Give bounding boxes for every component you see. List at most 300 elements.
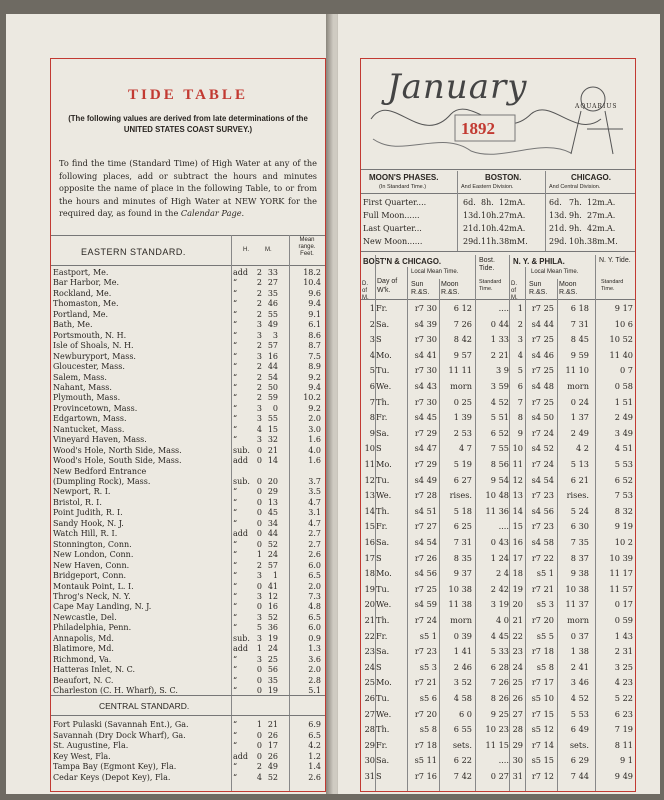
- mean-range: 4.8: [308, 602, 321, 612]
- day-of-month: 21: [364, 615, 375, 625]
- sun-rise-set: r7 23: [531, 490, 554, 501]
- day-of-month: 2: [517, 318, 523, 329]
- hours: 2: [256, 278, 262, 288]
- minutes: 41: [267, 581, 278, 591]
- weekday: S: [376, 771, 382, 781]
- tide-row: [51, 528, 325, 539]
- boston-tide: 9 25: [490, 708, 509, 719]
- operation: “: [233, 571, 238, 581]
- moon-rise-set: 6 12: [453, 303, 472, 313]
- moon-rise-set: 2 41: [570, 661, 589, 672]
- day-of-month: 27: [364, 708, 375, 719]
- calendar-row: [361, 488, 635, 502]
- ny-tide: 7 53: [614, 490, 633, 501]
- mean-range: 1.3: [308, 644, 321, 654]
- minutes: 3: [272, 330, 278, 340]
- ny-tide: 2 49: [614, 412, 633, 423]
- operation: “: [233, 654, 238, 664]
- sun-rise-set: s5 12: [531, 724, 554, 735]
- sun-heading: Sun R.&S.: [411, 281, 430, 296]
- chicago-sub: And Central Division.: [549, 184, 601, 190]
- calendar-row: [361, 363, 635, 377]
- mean-range: 1.6: [308, 435, 321, 445]
- sun-rise-set: s4 54: [531, 474, 554, 485]
- boston-tide: 8 56: [490, 459, 509, 469]
- phase-value: 6d.: [549, 198, 562, 207]
- day-of-month: 25: [512, 677, 523, 688]
- hours: 0: [256, 497, 262, 507]
- ny-tide: 9 1: [619, 755, 633, 766]
- hours: 0: [256, 686, 262, 695]
- tide-row: [51, 751, 325, 762]
- place-name: Point Judith, R. I.: [53, 508, 123, 518]
- ny-tide: 9 19: [614, 521, 633, 532]
- hours: 2: [256, 362, 262, 372]
- divider: [361, 299, 635, 300]
- day-of-month: 13: [364, 490, 375, 501]
- phase-value: A.: [607, 224, 616, 233]
- moon-rise-set: rises.: [566, 490, 589, 501]
- place-name: Portland, Me.: [53, 309, 109, 319]
- moon-rise-set: 1 41: [453, 646, 472, 657]
- phase-value: 29d.: [463, 237, 481, 246]
- mean-range: 8.7: [308, 341, 321, 351]
- mean-range: 2.0: [308, 665, 321, 675]
- mean-range: 3.5: [308, 487, 321, 497]
- mean-range: 6.0: [308, 560, 321, 570]
- phase-value: A.: [607, 211, 616, 220]
- place-name: Bridgeport, Conn.: [53, 571, 127, 581]
- moon-rise-set: 6 18: [570, 303, 589, 313]
- moon-rise-set: 2 49: [570, 427, 589, 438]
- moon-rise-set: 4 2: [575, 443, 589, 454]
- sun-rise-set: s4 41: [414, 349, 437, 360]
- tide-row: [51, 591, 325, 602]
- moon-heading: Moon R.&S.: [441, 281, 460, 296]
- sun-rise-set: r7 24: [531, 459, 554, 469]
- phase-value: A.: [517, 198, 526, 207]
- day-of-month: 10: [364, 443, 375, 454]
- minutes: 19: [267, 686, 278, 695]
- col-divider: [439, 279, 440, 791]
- sun-rise-set: s5 10: [531, 693, 554, 703]
- phase-value: 8h.: [481, 198, 494, 207]
- boston-tide: 5 33: [490, 646, 509, 657]
- hours: 0: [256, 730, 262, 740]
- place-name: Wood's Hole, South Side, Mass.: [53, 456, 182, 466]
- sun-rise-set: s4 44: [531, 318, 554, 329]
- tide-row: [51, 486, 325, 497]
- place-name: Cedar Keys (Depot Key), Fla.: [53, 773, 171, 782]
- operation: “: [233, 414, 238, 424]
- day-of-month: 14: [364, 505, 375, 516]
- day-of-month: 26: [364, 693, 375, 703]
- mean-range: 9.2: [308, 403, 321, 413]
- phase-name: Last Quarter...: [363, 224, 422, 233]
- minutes: 49: [267, 762, 278, 772]
- boston-tide: 6 52: [490, 427, 509, 438]
- phase-row: [361, 222, 635, 235]
- hours: 0: [256, 508, 262, 518]
- mean-range: 6.5: [308, 730, 321, 740]
- moon-rise-set: 0 37: [570, 630, 589, 641]
- phase-value: 27m.: [587, 211, 608, 220]
- sun-rise-set: s5 8: [419, 724, 437, 735]
- phase-name: Full Moon......: [363, 211, 420, 220]
- moon-rise-set: 2 53: [453, 427, 472, 438]
- place-name: Bar Harbor, Me.: [53, 278, 120, 288]
- boston-tide: 4 45: [490, 630, 509, 641]
- moon-rise-set: 1 37: [570, 412, 589, 423]
- place-name: Rockland, Me.: [53, 288, 112, 298]
- sun-rise-set: r7 28: [414, 490, 437, 501]
- mean-range: 8.6: [308, 330, 321, 340]
- boston-tide: 9 54: [490, 474, 509, 485]
- moon-rise-set: 6 30: [570, 521, 589, 532]
- operation: “: [233, 773, 238, 782]
- minutes: 50: [267, 382, 278, 392]
- ny-tide: 6 52: [614, 474, 633, 485]
- place-name: Newport, R. I.: [53, 487, 111, 497]
- moon-rise-set: sets.: [452, 739, 472, 750]
- sun-rise-set: r7 25: [414, 583, 437, 594]
- sun-rise-set: r7 29: [414, 427, 437, 438]
- sun-rise-set: r7 24: [531, 427, 554, 438]
- operation: “: [233, 581, 238, 591]
- calendar-row: [361, 395, 635, 409]
- ny-tide: 11 17: [609, 568, 633, 579]
- minutes: 20: [267, 477, 278, 486]
- calendar-row: [361, 582, 635, 596]
- minutes: 34: [267, 518, 278, 528]
- moon-rise-set: 7 31: [453, 537, 472, 547]
- place-name: Tampa Bay (Egmont Key), Fla.: [53, 762, 177, 772]
- hours: 3: [256, 633, 262, 643]
- mean-range: 3.6: [308, 654, 321, 664]
- weekday: Tu.: [376, 474, 390, 485]
- operation: add: [233, 751, 249, 761]
- mean-range: 0.9: [308, 633, 321, 643]
- mean-range: 3.1: [308, 508, 321, 518]
- sun-rise-set: s4 49: [414, 474, 437, 485]
- day-of-month: 22: [364, 630, 375, 641]
- place-name: Savannah (Dry Dock Wharf), Ga.: [53, 730, 186, 740]
- day-of-month: 20: [512, 599, 523, 610]
- tide-table-header: [51, 235, 325, 263]
- weekday: Mo.: [376, 459, 392, 469]
- divider: [361, 169, 635, 170]
- mean-range: 8.9: [308, 362, 321, 372]
- place-name: Portsmouth, N. H.: [53, 330, 127, 340]
- day-of-month: 12: [364, 474, 375, 485]
- calendar-row: [361, 660, 635, 674]
- boston-tide: 7 26: [490, 677, 509, 688]
- day-of-month: 24: [512, 661, 523, 672]
- moon-rise-set: 7 44: [570, 771, 589, 781]
- day-of-month: 3: [517, 334, 523, 345]
- left-page: [6, 14, 332, 794]
- operation: “: [233, 424, 238, 434]
- minutes: 25: [267, 654, 278, 664]
- tide-row: [51, 466, 325, 477]
- sun-rise-set: s4 59: [414, 599, 437, 610]
- phase-row: [361, 235, 635, 248]
- ny-tide: 4 51: [614, 443, 633, 454]
- minutes: 14: [267, 456, 278, 466]
- operation: “: [233, 675, 238, 685]
- minutes: 35: [267, 288, 278, 298]
- moon-rise-set: 5 18: [453, 505, 472, 516]
- ny-tide: 0 17: [614, 599, 633, 610]
- phase-name: New Moon......: [363, 237, 423, 246]
- sun-rise-set: s4 56: [414, 568, 437, 579]
- minutes: 55: [267, 414, 278, 424]
- weekday: Tu.: [376, 365, 390, 376]
- sun-rise-set: s5 3: [419, 661, 437, 672]
- day-of-month: 23: [512, 646, 523, 657]
- sun-rise-set: r7 12: [531, 771, 554, 781]
- calendar-row: [361, 317, 635, 331]
- operation: “: [233, 665, 238, 675]
- day-of-month: 28: [364, 724, 375, 735]
- moon-phases-heading: MOON'S PHASES.: [369, 173, 439, 182]
- mean-range: 4.7: [308, 497, 321, 507]
- sun-rise-set: s4 51: [414, 505, 437, 516]
- calendar-row: [361, 675, 635, 689]
- moon-rise-set: 5 24: [570, 505, 589, 516]
- hours: 0: [256, 456, 262, 466]
- moon-rise-set: 4 52: [570, 693, 589, 703]
- weekday: S: [376, 443, 382, 454]
- minutes: 26: [267, 730, 278, 740]
- weekday: Fr.: [376, 303, 388, 313]
- day-of-month: 13: [512, 490, 523, 501]
- sun-rise-set: r7 26: [414, 552, 437, 563]
- day-of-month: 1: [517, 303, 523, 313]
- operation: “: [233, 372, 238, 382]
- sun-rise-set: r7 25: [531, 303, 554, 313]
- calendar-row: [361, 691, 635, 705]
- day-of-month: 3: [369, 334, 375, 345]
- dom-heading: D. of M.: [362, 281, 369, 301]
- ny-tide: 9 49: [614, 771, 633, 781]
- ny-tide: 10 2: [614, 537, 633, 547]
- moon-rise-set: 5 19: [453, 459, 472, 469]
- weekday: We.: [376, 490, 392, 501]
- phase-value: 38m.: [587, 237, 608, 246]
- weekday: Fr.: [376, 739, 388, 750]
- sun-rise-set: r7 18: [531, 646, 554, 657]
- boston-tide: 1 33: [490, 334, 509, 345]
- hours: 3: [256, 330, 262, 340]
- phase-value: M.: [607, 237, 618, 246]
- moon-rise-set: 8 45: [570, 334, 589, 345]
- sun-rise-set: s5 1: [419, 630, 437, 641]
- sun-rise-set: r7 22: [531, 552, 554, 563]
- operation: “: [233, 508, 238, 518]
- month-banner: [361, 59, 635, 169]
- ny-tide: 11 40: [609, 349, 633, 360]
- boston-tide: 5 51: [490, 412, 509, 423]
- place-name: Sandy Hook, N. J.: [53, 518, 124, 528]
- place-name: Charleston (C. H. Wharf), S. C.: [53, 686, 178, 695]
- day-of-month: 28: [512, 724, 523, 735]
- mean-range: 1.2: [308, 751, 321, 761]
- tide-row: [51, 622, 325, 633]
- sun-rise-set: s4 46: [531, 349, 554, 360]
- mean-range: 9.1: [308, 309, 321, 319]
- bc-heading: BOST'N & CHICAGO.: [363, 257, 442, 266]
- moon-rise-set: morn: [567, 381, 589, 391]
- place-name: Cape May Landing, N. J.: [53, 602, 152, 612]
- sun-rise-set: r7 18: [414, 739, 437, 750]
- std2-heading: Standard Time.: [601, 279, 624, 292]
- moon-rise-set: 6 22: [453, 755, 472, 766]
- boston-tide: 4 0: [495, 615, 509, 625]
- operation: “: [233, 362, 238, 372]
- day-of-month: 29: [512, 739, 523, 750]
- day-of-month: 4: [517, 349, 523, 360]
- ny-tide: 3 25: [614, 661, 633, 672]
- sun-rise-set: r7 21: [414, 677, 437, 688]
- tide-row: [51, 267, 325, 278]
- operation: “: [233, 393, 238, 403]
- sun-rise-set: r7 14: [531, 739, 554, 750]
- boston-tide: 2 42: [490, 583, 509, 594]
- mean-range: 2.7: [308, 539, 321, 549]
- tide-row: [51, 445, 325, 456]
- mean-range: 7.5: [308, 351, 321, 361]
- place-name: Bristol, R. I.: [53, 497, 102, 507]
- weekday: Fr.: [376, 412, 388, 423]
- day-of-month: 2: [369, 318, 375, 329]
- minutes: 26: [267, 751, 278, 761]
- moon-rise-set: 8 42: [453, 334, 472, 345]
- mean-range: 9.4: [308, 382, 321, 392]
- operation: “: [233, 612, 238, 622]
- tide-row: [51, 351, 325, 362]
- sun-rise-set: r7 21: [531, 583, 554, 594]
- operation: “: [233, 623, 238, 633]
- calendar-row: [361, 769, 635, 783]
- place-name: Throg's Neck, N. Y.: [53, 591, 131, 601]
- ny-tide: 11 57: [609, 583, 633, 594]
- place-name: Blatimore, Md.: [53, 644, 114, 654]
- sun-rise-set: r7 25: [531, 365, 554, 376]
- sun-rise-set: s4 50: [531, 412, 554, 423]
- sun-rise-set: s5 1: [536, 568, 554, 579]
- boston-tide: 8 26: [490, 693, 509, 703]
- moon-rise-set: 10 38: [448, 583, 472, 594]
- moon-rise-set: 4 58: [453, 693, 472, 703]
- operation: “: [233, 741, 238, 751]
- phase-value: 10h.: [481, 224, 499, 233]
- moon-rise-set: morn: [450, 615, 472, 625]
- day-of-month: 25: [364, 677, 375, 688]
- phase-value: 12m.: [499, 198, 520, 207]
- mean-range: 9.6: [308, 288, 321, 298]
- hours: 1: [256, 550, 262, 560]
- operation: “: [233, 487, 238, 497]
- place-name: Provincetown, Mass.: [53, 403, 138, 413]
- hours: 2: [256, 762, 262, 772]
- phase-value: A.: [607, 198, 616, 207]
- hours: 0: [256, 675, 262, 685]
- mean-range: 6.0: [308, 623, 321, 633]
- mean-range: 9.4: [308, 299, 321, 309]
- day-of-month: 16: [364, 537, 375, 547]
- weekday: Mo.: [376, 349, 392, 360]
- calendar-row: [361, 426, 635, 440]
- sun-rise-set: s4 43: [414, 381, 437, 391]
- boston-sub: And Eastern Division.: [461, 184, 514, 190]
- day-of-month: 6: [517, 381, 523, 391]
- sun-rise-set: r7 30: [414, 303, 437, 313]
- operation: “: [233, 341, 238, 351]
- day-of-month: 14: [512, 505, 523, 516]
- tide-row: [51, 382, 325, 393]
- minutes: 19: [267, 633, 278, 643]
- tide-row: [51, 549, 325, 560]
- tide-row: [51, 761, 325, 772]
- sun-rise-set: s5 6: [419, 693, 437, 703]
- boston-tide: 6 28: [490, 661, 509, 672]
- minutes: 54: [267, 372, 278, 382]
- tide-row: [51, 413, 325, 424]
- year: 1892: [461, 119, 495, 138]
- hours: 4: [256, 773, 262, 782]
- chicago-heading: CHICAGO.: [571, 173, 611, 182]
- ny-tide: 10 6: [614, 318, 633, 329]
- sun-rise-set: r7 23: [531, 521, 554, 532]
- boston-tide: 2 21: [490, 349, 509, 360]
- phase-value: 10h.: [481, 211, 499, 220]
- col-divider: [407, 267, 408, 791]
- minutes: 0: [272, 403, 278, 413]
- hours: 3: [256, 351, 262, 361]
- tide-row: [51, 664, 325, 675]
- col-divider: [525, 267, 526, 791]
- tide-row: [51, 772, 325, 783]
- ny-tide: 5 53: [614, 459, 633, 469]
- operation: sub.: [233, 633, 250, 643]
- moon-phases-sub: (In Standard Time.): [379, 184, 427, 190]
- minutes: 52: [267, 539, 278, 549]
- operation: add: [233, 644, 249, 654]
- phase-value: A.: [517, 224, 526, 233]
- day-of-month: 9: [517, 427, 523, 438]
- calendar-row: [361, 597, 635, 611]
- dom2-heading: D. of M.: [511, 281, 518, 301]
- tide-row: [51, 560, 325, 571]
- tide-row: [51, 740, 325, 751]
- ny-tide: 9 17: [614, 303, 633, 313]
- tide-row: [51, 730, 325, 741]
- place-name: Montauk Point, L. I.: [53, 581, 134, 591]
- divider: [51, 265, 325, 266]
- sun-rise-set: s4 45: [414, 412, 437, 423]
- phase-value: 38m.: [499, 237, 520, 246]
- hours: 2: [256, 268, 262, 277]
- moon-rise-set: 7 35: [570, 537, 589, 547]
- weekday: Sa.: [376, 318, 390, 329]
- sun-rise-set: r7 15: [531, 708, 554, 719]
- place-name: Thomaston, Me.: [53, 299, 119, 309]
- boston-tide: 0 27: [490, 771, 509, 781]
- sun-rise-set: r7 25: [531, 334, 554, 345]
- mean-range: 10.2: [303, 393, 321, 403]
- hours: 1: [256, 644, 262, 654]
